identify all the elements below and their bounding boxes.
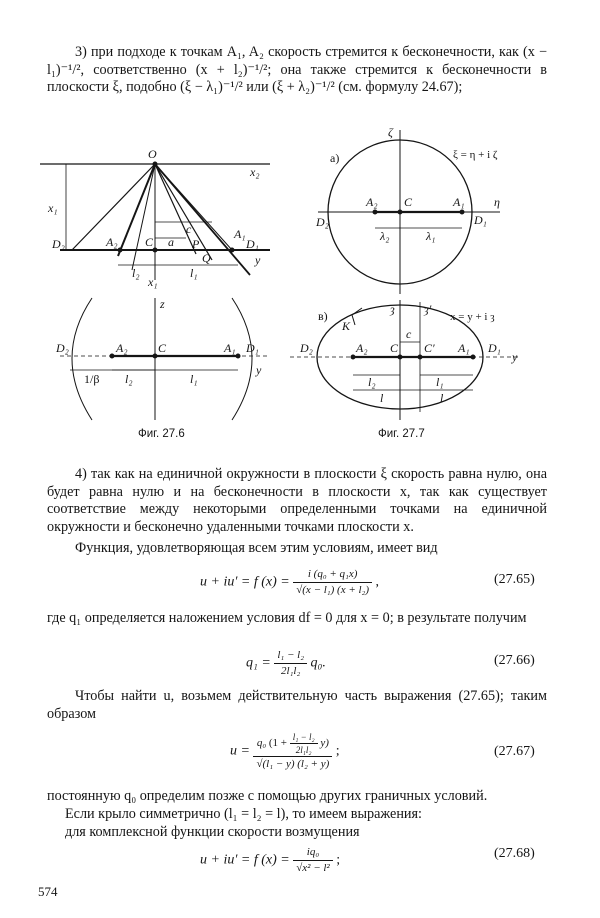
intro-paragraph: 3) при подходе к точкам A₁, A₂ скорость стремится к бесконечности, как (x − l₁)⁻¹/², соответственно (x + l₂)⁻¹/²; она также стремится к бесконечности в плоскости ξ, подобно (ξ − λ₁)⁻¹/² или (ξ + λ₂)⁻¹/² (см. формулу 24.67); — [47, 44, 547, 96]
label-c-dim: c — [186, 222, 192, 236]
eq-27-65-denominator: √(x − l₁) (x + l₂) — [296, 584, 370, 596]
label-l-right: l — [440, 391, 444, 405]
point-a1 — [236, 354, 240, 358]
label-a2: A₂ — [116, 341, 128, 355]
label-l2: l₂ — [368, 375, 376, 389]
label-l1: l₁ — [190, 372, 198, 386]
label-d1: D₁ — [488, 341, 501, 355]
label-a2: A₂ — [356, 341, 368, 355]
label-one-over-beta: 1/β — [84, 372, 100, 386]
label-d1: D₁ — [246, 237, 259, 251]
point-c — [153, 248, 157, 252]
eq-27-65-lhs: u + iu′ = f (x) = — [200, 574, 290, 590]
right-arc — [232, 298, 252, 420]
paragraph-complex: для комплексной функции скорости возмущения — [65, 824, 360, 840]
equation-number-27-67: (27.67) — [494, 744, 535, 759]
point-a2 — [118, 248, 122, 252]
eq-27-68-numerator: iq₀ — [293, 846, 333, 861]
equation-27-68 — [200, 846, 340, 875]
ray-q — [155, 164, 212, 260]
label-p: P — [192, 237, 200, 251]
eq-27-67-paren-close: y) — [320, 737, 329, 750]
paragraph-symmetric: Если крыло симметрично (l₁ = l₂ = l), то имеем выражения: — [65, 806, 422, 822]
eq-27-67-inner-denominator: 2l₁l₂ — [295, 745, 312, 755]
label-a1: A₁ — [234, 227, 246, 241]
label-z: z — [160, 297, 165, 311]
equation-27-65 — [200, 568, 379, 597]
eq-27-66-tail: q₀. — [310, 655, 326, 671]
label-y: y — [256, 363, 262, 377]
label-eta: η — [494, 195, 500, 209]
figure-top-right-labels — [315, 125, 500, 243]
eq-27-68-fraction — [293, 846, 333, 875]
label-c-dim: c — [406, 327, 412, 341]
label-lambda2: λ₂ — [380, 229, 390, 243]
page-number: 574 — [38, 884, 58, 899]
label-a2: A₂ — [366, 195, 378, 209]
point-c — [398, 210, 402, 214]
point-a2 — [351, 355, 355, 359]
label-l1: l₁ — [190, 266, 198, 280]
label-a2: A₂ — [106, 235, 118, 249]
eq-27-67-inner-numerator: l₁ − l₂ — [290, 732, 318, 744]
label-l2: l₂ — [132, 266, 140, 280]
label-x2: x₂ — [250, 165, 260, 179]
label-k: K — [342, 319, 351, 333]
label-a1: A₁ — [224, 341, 236, 355]
label-relation: ξ = η + i ζ — [453, 149, 498, 161]
label-c: C — [390, 341, 399, 355]
label-q: Q — [202, 251, 211, 265]
label-cprime: C′ — [424, 341, 435, 355]
equation-27-66 — [246, 649, 326, 678]
eq-27-67-inner-fraction — [290, 732, 318, 755]
eq-27-67-lhs: u = — [230, 743, 250, 759]
point-a1 — [460, 210, 464, 214]
equation-number-27-65: (27.65) — [494, 572, 535, 587]
label-a1: A₁ — [458, 341, 470, 355]
equation-number-27-68: (27.68) — [494, 846, 535, 861]
label-c: C — [145, 235, 154, 249]
label-d1: D₁ — [246, 341, 259, 355]
label-l1: l₁ — [436, 375, 444, 389]
caption-fig-27-7: Фиг. 27.7 — [378, 428, 425, 440]
label-z3prime: ȝ′ — [424, 302, 432, 316]
label-y: y — [255, 253, 261, 267]
eq-27-67-denominator: √(l₁ − y) (l₂ + y) — [256, 758, 330, 770]
label-l2: l₂ — [125, 372, 133, 386]
eq-27-66-fraction — [274, 649, 307, 678]
equation-number-27-66: (27.66) — [494, 653, 535, 668]
label-d1: D₁ — [474, 213, 487, 227]
label-c: C — [404, 195, 413, 209]
ray-p — [155, 164, 196, 254]
eq-27-68-lhs: u + iu′ = f (x) = — [200, 852, 290, 868]
paragraph-u: Чтобы найти u, возьмем действительную часть выражения (27.65); таким образом — [47, 688, 547, 722]
label-d2: D₂ — [56, 341, 69, 355]
eq-27-65-tail: , — [375, 574, 380, 590]
caption-fig-27-6: Фиг. 27.6 — [138, 428, 185, 440]
figure-bottom-left — [60, 298, 270, 420]
eq-27-65-numerator: i (q₀ + q₁x) — [293, 568, 372, 583]
label-d2: D₂ — [316, 215, 329, 229]
label-b: в) — [318, 309, 328, 323]
figure-top-left — [40, 162, 270, 280]
point-c — [398, 355, 402, 359]
eq-27-68-denominator: √x² − l² — [296, 862, 330, 874]
label-y: y — [512, 350, 518, 364]
label-c: C — [158, 341, 167, 355]
figure-bottom-left-labels — [55, 297, 262, 386]
paragraph-q0: постоянную q₀ определим позже с помощью других граничных условий. — [47, 788, 488, 804]
eq-27-67-paren-open: (1 + — [268, 737, 288, 750]
label-lambda1: λ₁ — [426, 229, 436, 243]
label-d2: D₂ — [52, 237, 65, 251]
label-a: а) — [330, 151, 340, 165]
label-a: a — [168, 235, 174, 249]
eq-27-67-fraction — [253, 732, 332, 771]
point-a1 — [471, 355, 475, 359]
label-a1: A₁ — [453, 195, 465, 209]
left-arc — [72, 298, 92, 420]
eq-27-65-fraction — [293, 568, 372, 597]
paragraph-function: Функция, удовлетворяющая всем этим условиям, имеет вид — [75, 540, 438, 556]
paragraph-q1: где q₁ определяется наложением условия df = 0 для x = 0; в результате получим — [47, 610, 527, 626]
label-zeta: ζ — [388, 125, 393, 139]
label-x1: x₁ — [148, 275, 158, 289]
eq-27-67-tail: ; — [335, 743, 340, 759]
ray-a2-inner — [132, 164, 155, 270]
figure-bottom-right-labels — [299, 302, 518, 405]
eq-27-67-q0: q₀ — [256, 737, 267, 750]
label-relation: x = y + i ȝ — [450, 311, 495, 323]
equation-27-67 — [230, 732, 340, 771]
label-l-left: l — [380, 391, 384, 405]
point-a2 — [373, 210, 377, 214]
eq-27-67-numerator — [253, 732, 332, 757]
point-a2 — [110, 354, 114, 358]
point-a1 — [230, 248, 234, 252]
eq-27-66-lhs: q₁ = — [246, 655, 271, 671]
eq-27-68-tail: ; — [336, 852, 341, 868]
label-x1-vertical: x₁ — [48, 201, 58, 215]
label-z3: ȝ — [390, 302, 395, 316]
point-cprime — [418, 355, 422, 359]
label-d2: D₂ — [300, 341, 313, 355]
eq-27-66-numerator: l₁ − l₂ — [274, 649, 307, 664]
label-o: O — [148, 147, 157, 161]
point-o — [153, 162, 157, 166]
eq-27-66-denominator: 2l₁l₂ — [281, 665, 301, 677]
point-c — [153, 354, 157, 358]
paragraph-4: 4) так как на единичной окружности в плоскости ξ скорость равна нулю, она будет равна нулю и на бесконечности в плоскости x, так как существует соответствие между некоторыми определенными точками на единичной окружности и бесконечно удаленными точками плоскости x. — [47, 466, 547, 535]
